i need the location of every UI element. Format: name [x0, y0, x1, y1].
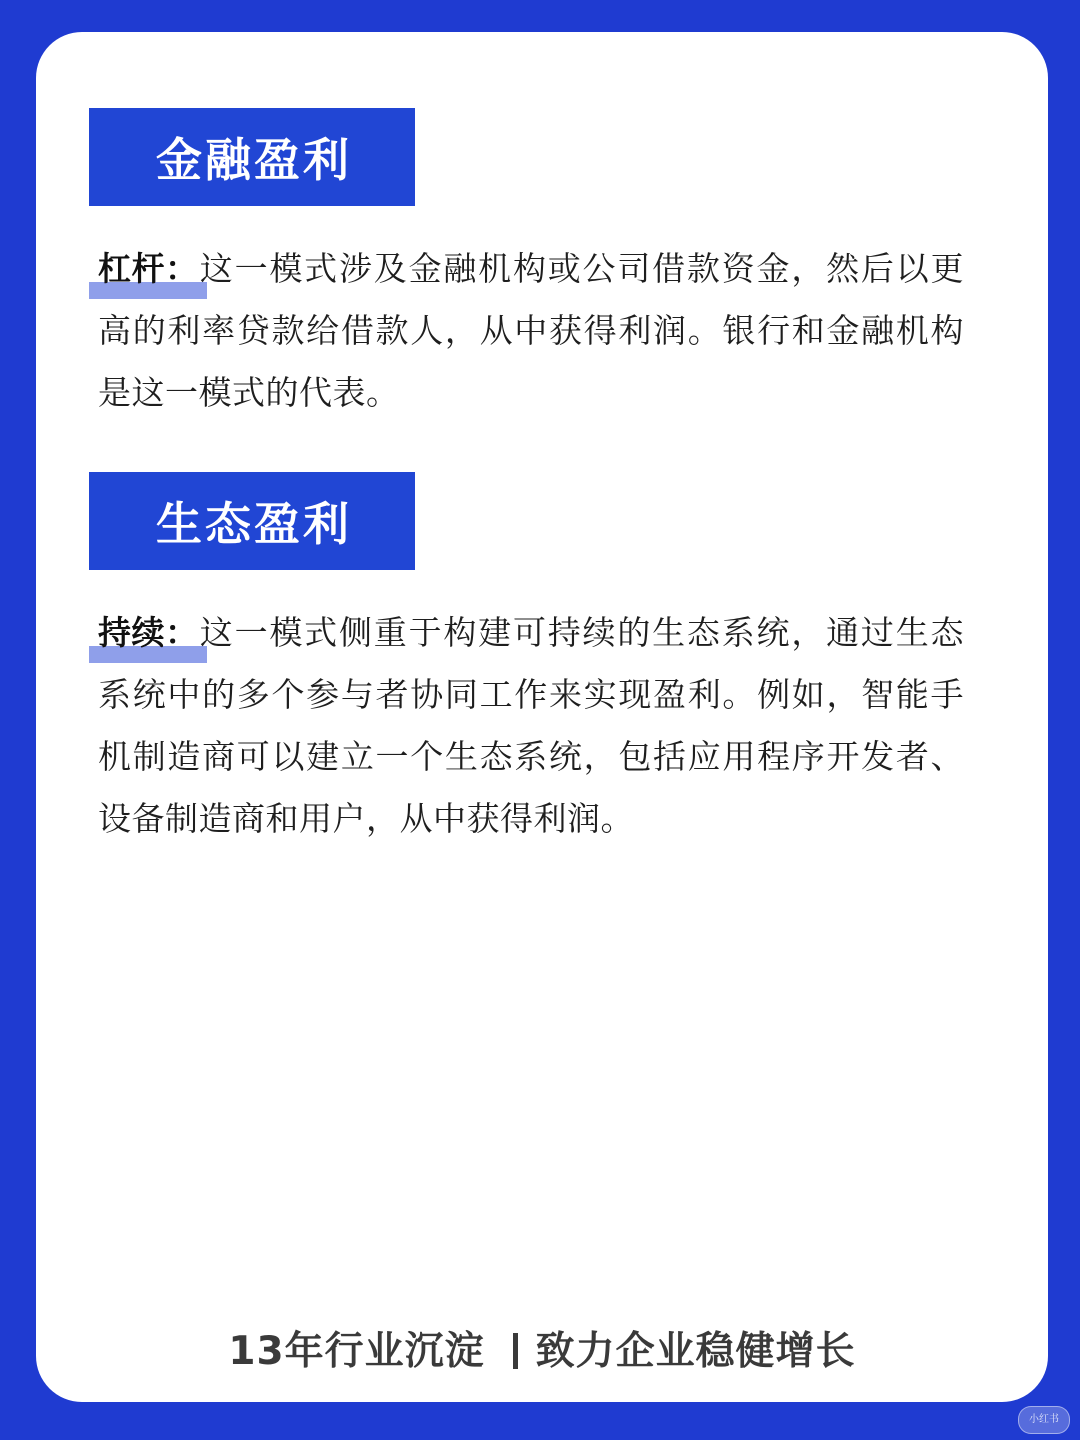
- keyword-highlight: 杠杆：: [98, 238, 199, 300]
- footer-slogan-left: 13年行业沉淀: [228, 1329, 485, 1374]
- paragraph-text: 这一模式涉及金融机构或公司借款资金，然后以更高的利率贷款给借款人，从中获得利润。银行和金融机构是这一模式的代表。: [98, 249, 964, 412]
- content-card: [36, 32, 1048, 1402]
- section-title: 金融盈利: [156, 133, 352, 187]
- keyword-highlight: 持续：: [98, 602, 199, 664]
- slogan-divider: [513, 1333, 518, 1369]
- section-banner-financial-profit: [89, 108, 415, 206]
- footer-slogan-right: 致力企业稳健增长: [535, 1329, 856, 1374]
- watermark-badge: 小红书: [1018, 1406, 1070, 1434]
- section-title: 生态盈利: [156, 497, 352, 551]
- section-paragraph-financial-profit: [98, 238, 964, 424]
- section-banner-ecosystem-profit: [89, 472, 415, 570]
- section-paragraph-ecosystem-profit: [98, 602, 964, 850]
- paragraph-text: 这一模式侧重于构建可持续的生态系统，通过生态系统中的多个参与者协同工作来实现盈利。例如，智能手机制造商可以建立一个生态系统，包括应用程序开发者、设备制造商和用户，从中获得利润。: [98, 613, 964, 838]
- footer-slogan: [36, 1320, 1048, 1376]
